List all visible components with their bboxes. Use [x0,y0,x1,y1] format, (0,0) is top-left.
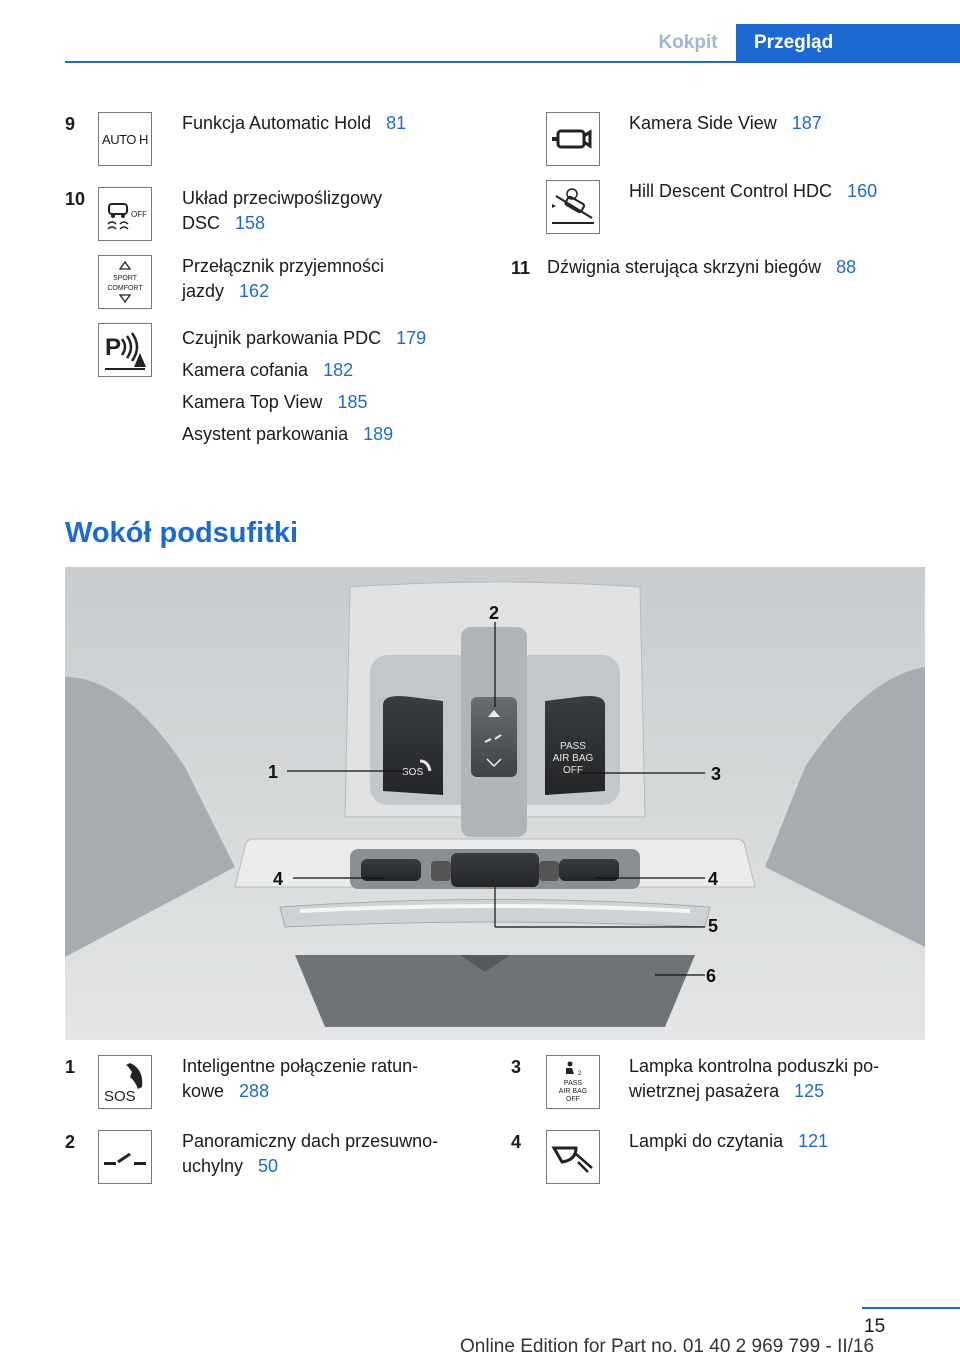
list-item: Układ przeciwpoślizgowy DSC 158 [182,188,383,233]
item-number: 10 [65,189,86,209]
list-item: Inteligentne połączenie ratun- kowe 288 [182,1056,419,1101]
svg-text:PASS: PASS [563,1080,583,1087]
page-ref-link[interactable]: 160 [847,181,878,201]
callout-5: 5 [708,916,719,936]
list-item: Panoramiczny dach przesuwno- uchylny 50 [182,1131,439,1176]
page-number: 15 [864,1316,886,1337]
svg-text:2: 2 [578,1071,582,1077]
svg-text:OFF: OFF [563,765,583,776]
page-ref-link[interactable]: 179 [396,328,427,348]
item-number: 4 [511,1132,522,1152]
sunroof-icon [98,1130,152,1184]
item-number: 9 [65,114,76,134]
item-number: 11 [511,258,531,278]
list-item: Lampka kontrolna poduszki po- wietrznej pasażera 125 [629,1056,880,1101]
list-item: Czujnik parkowania PDC 179 Kamera cofania 182 Kamera Top View 185 Asystent parkowania 189 [182,328,427,444]
section-title: Wokół podsufitki [65,517,299,549]
callout-4-right: 4 [708,869,719,889]
svg-text:P: P [105,334,122,361]
page-ref-link[interactable]: 158 [235,213,266,233]
page-ref-link[interactable]: 81 [386,113,407,133]
passenger-airbag-off-icon [546,1055,600,1109]
page-ref-link[interactable]: 162 [239,281,270,301]
svg-text:SOS: SOS [104,1088,136,1105]
svg-text:COMFORT: COMFORT [107,285,143,292]
svg-text:OFF: OFF [566,1096,580,1103]
page-ref-link[interactable]: 125 [794,1081,825,1101]
tab-kokpit[interactable]: Kokpit [658,31,718,53]
dsc-off-icon [98,187,152,241]
svg-text:AIR BAG: AIR BAG [552,753,594,764]
side-view-camera-icon [546,112,600,166]
hill-descent-control-icon [546,180,600,234]
page-ref-link[interactable]: 50 [258,1156,279,1176]
list-item: Przełącznik przyjemności jazdy 162 [182,256,385,301]
page-ref-link[interactable]: 288 [239,1081,270,1101]
item-number: 2 [65,1132,76,1152]
list-item: Kamera Side View 187 [629,113,822,133]
list-item: Hill Descent Control HDC 160 [629,181,878,201]
auto-hold-icon: AUTO H [98,112,152,166]
page-ref-link[interactable]: 187 [791,113,822,133]
park-distance-control-icon [98,323,152,377]
callout-2: 2 [489,603,500,623]
overhead-console-photo [65,567,925,1040]
svg-text:OFF: OFF [131,210,147,219]
tab-przeglad[interactable]: Przegląd [736,24,960,61]
list-item: Lampki do czytania 121 [629,1131,829,1151]
page-ref-link[interactable]: 182 [323,360,354,380]
item-number: 3 [511,1057,522,1077]
svg-text:SPORT: SPORT [113,275,137,282]
footer-rule [862,1307,960,1309]
page-ref-link[interactable]: 121 [798,1131,829,1151]
sos-call-icon [98,1055,152,1109]
header-rule [65,61,960,63]
reading-light-icon [546,1130,600,1184]
svg-text:PASS: PASS [560,741,586,752]
sport-comfort-switch-icon [98,255,152,309]
item-number: 1 [65,1057,76,1077]
page-ref-link[interactable]: 185 [337,392,368,412]
callout-1: 1 [268,762,279,782]
callout-3: 3 [711,764,722,784]
page-ref-link[interactable]: 88 [836,257,857,277]
list-item: Funkcja Automatic Hold 81 [182,113,407,133]
callout-6: 6 [706,966,717,986]
svg-text:SOS: SOS [402,767,424,778]
list-item: Dźwignia sterująca skrzyni biegów 88 [547,257,857,277]
svg-text:AIR BAG: AIR BAG [558,1088,588,1095]
page-ref-link[interactable]: 189 [363,424,394,444]
callout-4-left: 4 [273,869,284,889]
edition-footer: Online Edition for Part no. 01 40 2 969 799 - II/16 [460,1336,875,1357]
